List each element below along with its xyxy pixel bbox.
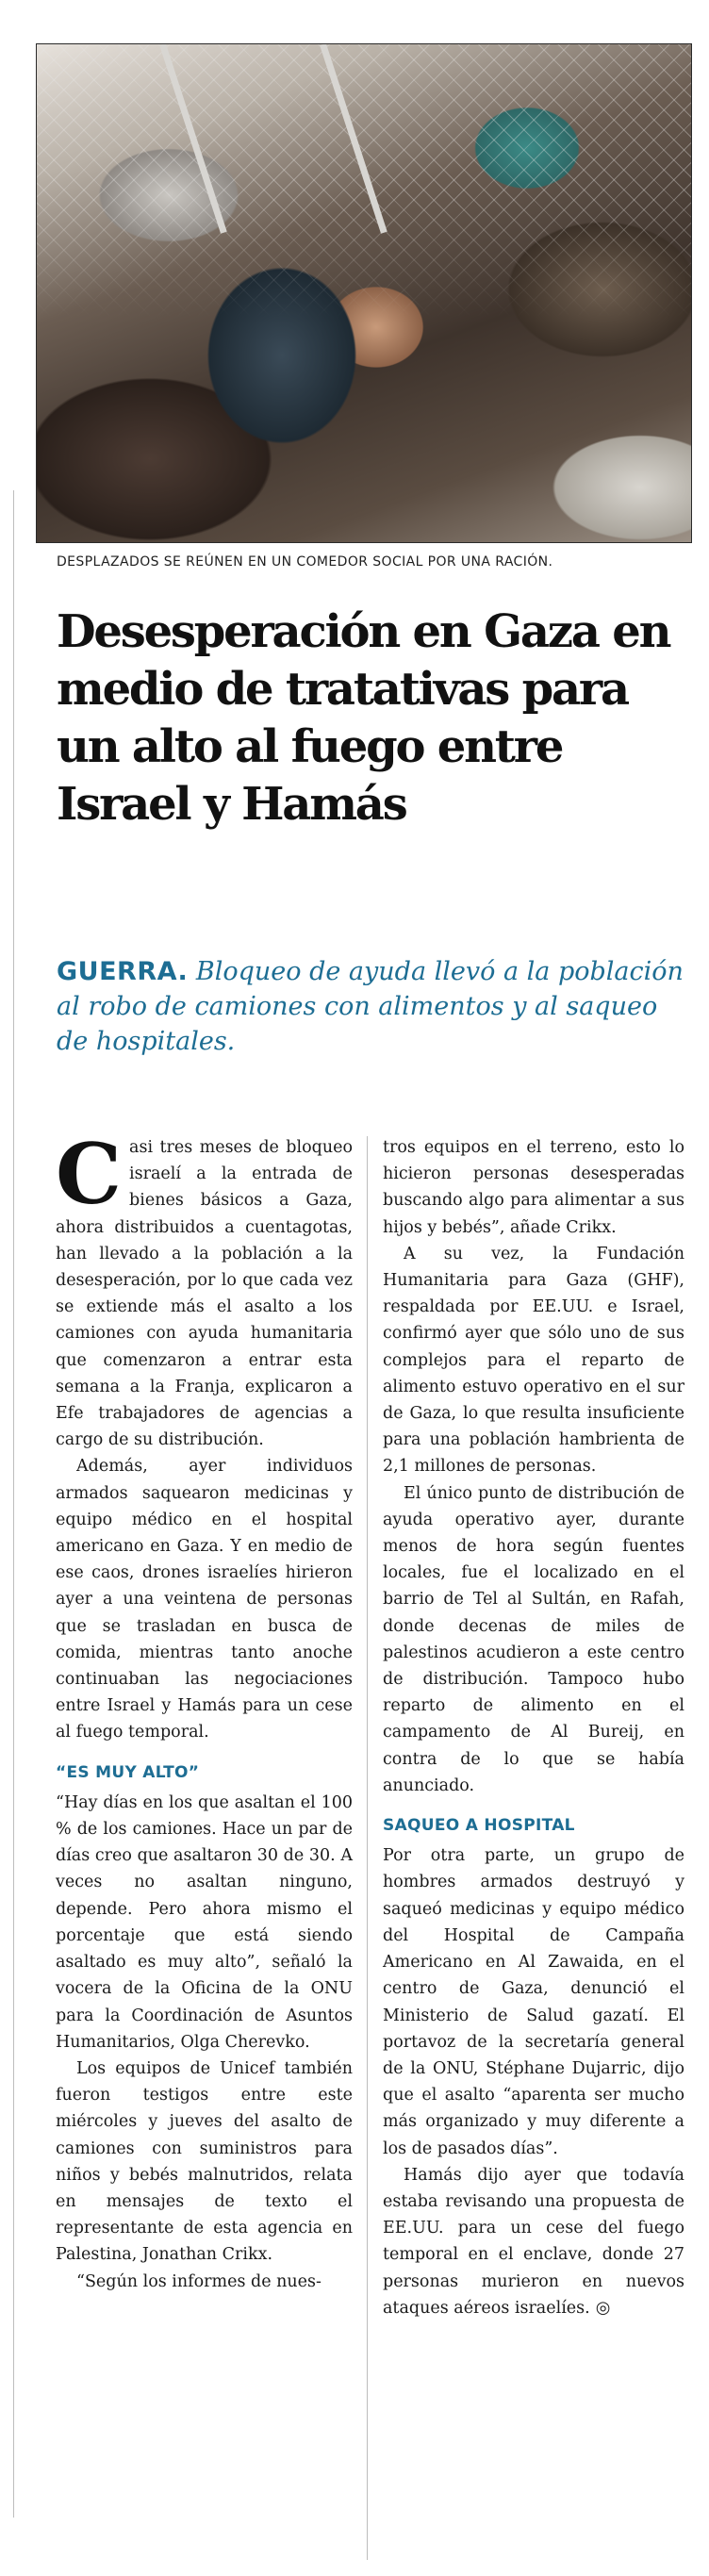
page-gutter-rule — [13, 490, 14, 2518]
paragraph: “Hay días en los que asaltan el 100 % de los camiones. Hace un par de días creo que asaltaron 30 de 30. A veces no asaltan ninguno, depende. Pero ahora mismo el porcentaje que está siendo asaltado es muy alto”, señaló la vocera de la Oficina de la ONU para la Coordinación de Asuntos Humanitarios, Olga Cherevko. — [56, 1792, 353, 2052]
drop-cap: C — [56, 1125, 123, 1223]
fence-texture — [37, 44, 691, 542]
paragraph: Por otra parte, un grupo de hombres armados destruyó y saqueó medicinas y equipo médico del Hospital de Campaña Americano en Al Zawaida, en el centro de Gaza, denunció el Ministerio de Salud gazatí. El portavoz de la secretaría general de la ONU, Stéphane Dujarric, dijo que el asalto “aparenta ser mucho más organizado y muy diferente a los de pasados días”. — [383, 1846, 684, 2158]
paragraph-final-text: Hamás dijo ayer que todavía estaba revisando una propuesta de EE.UU. para un cese del fuego temporal en el enclave, donde 27 personas murieron en nuevos ataques aéreos israelíes. — [383, 2165, 684, 2318]
subhead-es-muy-alto: “ES MUY ALTO” — [56, 1762, 200, 1782]
article-column-2 — [383, 1134, 684, 2321]
paragraph-final — [383, 2162, 684, 2321]
news-photo — [36, 43, 692, 543]
headline: Desesperación en Gaza en medio de tratativas para un alto al fuego entre Israel y Hamás — [57, 605, 670, 831]
end-mark-icon: ◎ — [595, 2297, 611, 2318]
paragraph-lead-text: asi tres meses de bloqueo israelí a la entrada de bienes básicos a Gaza, ahora distribuidos a cuentagotas, han llevado a la población a la desesperación, por lo que cada vez se extiende más el asalto a los camiones con ayuda humanitaria que comenzaron a entrar esta semana a la Franja, explicaron a Efe trabajadores de agencias a cargo de su distribución. — [56, 1138, 353, 1450]
column-rule — [367, 1136, 368, 2560]
paragraph: El único punto de distribución de ayuda operativo ayer, durante menos de hora según fuentes locales, fue el localizado en el barrio de Tel al Sultán, en Rafah, donde decenas de miles de palestinos acudieron a este centro de distribución. Tampoco hubo reparto de alimento en el campamento de Al Bureij, en contra de lo que se había anunciado. — [383, 1483, 684, 1795]
deck-kicker: GUERRA. — [57, 957, 189, 986]
paragraph: Los equipos de Unicef también fueron testigos entre este miércoles y jueves del asalto de camiones con suministros para niños y bebés malnutridos, relata en mensajes de texto el representante de esta agencia en Palestina, Jonathan Crikx. — [56, 2058, 353, 2265]
deck — [57, 954, 688, 1059]
paragraph: A su vez, la Fundación Humanitaria para Gaza (GHF), respaldada por EE.UU. e Israel, confirmó ayer que sólo uno de sus complejos para el reparto de alimento estuvo operativo en el sur de Gaza, lo que resulta insuficiente para una población hambrienta de 2,1 millones de personas. — [383, 1244, 684, 1477]
paragraph: Además, ayer individuos armados saquearon medicinas y equipo médico en el hospital americano en Gaza. Y en medio de ese caos, drones israelíes hirieron ayer a una veintena de personas que se trasladan en busca de comida, mientras tanto anoche continuaban las negociaciones entre Israel y Hamás para un cese al fuego temporal. — [56, 1457, 353, 1742]
paragraph-lead — [56, 1125, 353, 1453]
deck-text: Bloqueo de ayuda llevó a la población al robo de camiones con alimentos y al saqueo de hospitales. — [57, 957, 684, 1056]
paragraph-continuation: tros equipos en el terreno, esto lo hicieron personas desesperadas buscando algo para alimentar a sus hijos y bebés”, añade Crikx. — [383, 1138, 684, 1237]
article-column-1 — [56, 1125, 353, 2295]
paragraph-continued: “Según los informes de nues- — [76, 2271, 322, 2291]
subhead-saqueo-a-hospital: SAQUEO A HOSPITAL — [383, 1816, 575, 1836]
photo-caption: DESPLAZADOS SE REÚNEN EN UN COMEDOR SOCIAL POR UNA RACIÓN. — [57, 554, 553, 570]
